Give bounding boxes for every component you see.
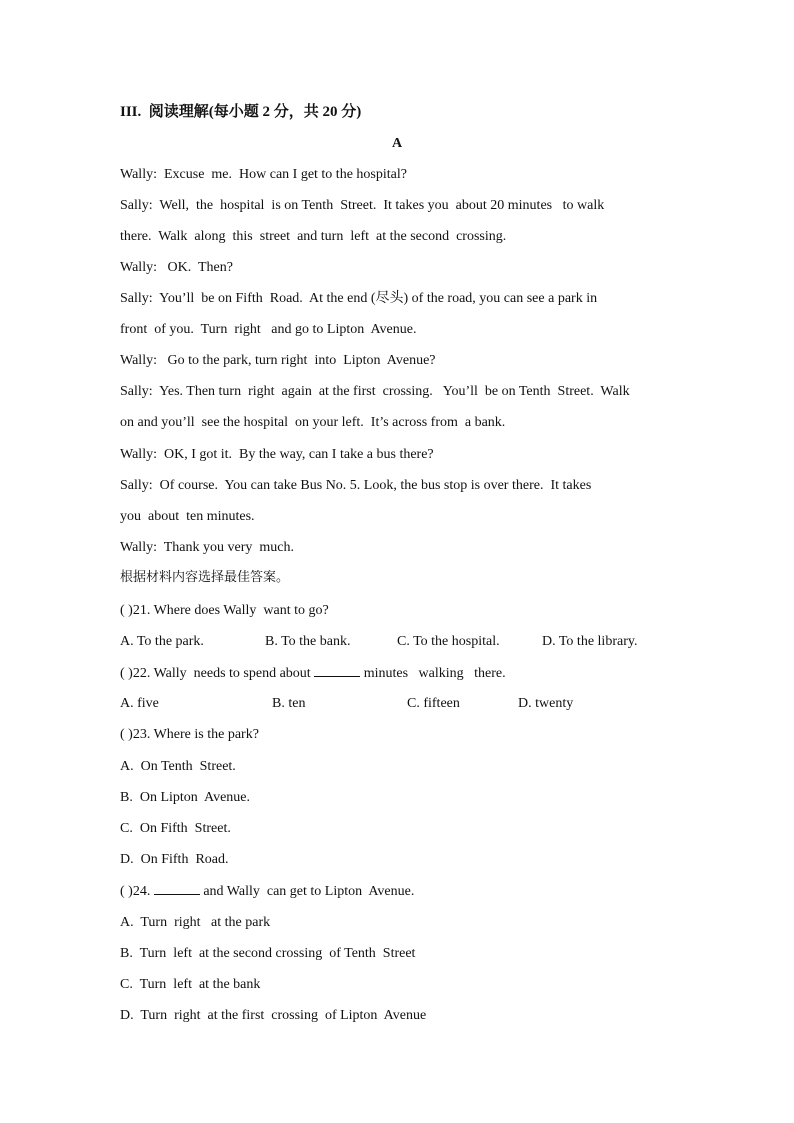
dialogue-line: Sally: Yes. Then turn right again at the first crossing. You’ll be on Tenth Street. Walk [120, 384, 630, 399]
dialogue-line: you about ten minutes. [120, 509, 255, 524]
option-d: D. Turn right at the first crossing of Lipton Avenue [120, 1008, 427, 1023]
passage-label: A [391, 136, 403, 151]
option-b: B. Turn left at the second crossing of Tenth Street [120, 946, 416, 961]
stem-before: ( )24. [120, 884, 154, 899]
stem-after: and Wally can get to Lipton Avenue. [199, 884, 415, 899]
dialogue-line: Wally: Thank you very much. [120, 540, 294, 555]
dialogue-line: there. Walk along this street and turn left at the second crossing. [120, 229, 507, 244]
option-c: C. Turn left at the bank [120, 977, 261, 992]
section-heading: III. 阅读理解(每小题 2 分，共 20 分) [120, 104, 362, 120]
option-d: D. On Fifth Road. [120, 852, 229, 867]
dialogue-line: Wally: OK. Then? [120, 260, 233, 275]
dialogue-line: on and you’ll see the hospital on your left. It’s across from a bank. [120, 415, 506, 430]
question-stem: ( )23. Where is the park? [120, 727, 259, 742]
dialogue-line: Wally: OK, I got it. By the way, can I take a bus there? [120, 447, 434, 462]
dialogue-line: Wally: Excuse me. How can I get to the hospital? [120, 167, 407, 182]
option-b: B. To the bank. [265, 634, 351, 649]
dialogue-line: Wally: Go to the park, turn right into Lipton Avenue? [120, 353, 436, 368]
option-b: B. ten [272, 696, 306, 711]
option-a: A. five [120, 696, 159, 711]
dialogue-line: Sally: Of course. You can take Bus No. 5. Look, the bus stop is over there. It takes [120, 478, 592, 493]
option-c: C. To the hospital. [397, 634, 500, 649]
question-stem [120, 664, 506, 683]
option-a: A. On Tenth Street. [120, 759, 236, 774]
option-b: B. On Lipton Avenue. [120, 790, 251, 805]
option-c: C. fifteen [407, 696, 460, 711]
question-stem [120, 882, 414, 901]
answer-blank [154, 882, 200, 895]
stem-after: minutes walking there. [360, 666, 506, 681]
answer-blank [314, 664, 360, 677]
option-d: D. twenty [518, 696, 574, 711]
dialogue-line: Sally: Well, the hospital is on Tenth Street. It takes you about 20 minutes to walk [120, 198, 605, 213]
stem-before: ( )22. Wally needs to spend about [120, 666, 315, 681]
option-a: A. To the park. [120, 634, 204, 649]
option-c: C. On Fifth Street. [120, 821, 231, 836]
dialogue-line: front of you. Turn right and go to Lipton Avenue. [120, 322, 417, 337]
option-d: D. To the library. [542, 634, 638, 649]
question-stem: ( )21. Where does Wally want to go? [120, 603, 329, 618]
dialogue-line: Sally: You’ll be on Fifth Road. At the end (尽头) of the road, you can see a park in [120, 291, 598, 306]
instruction: 根据材料内容选择最佳答案。 [120, 570, 290, 585]
option-a: A. Turn right at the park [120, 915, 271, 930]
